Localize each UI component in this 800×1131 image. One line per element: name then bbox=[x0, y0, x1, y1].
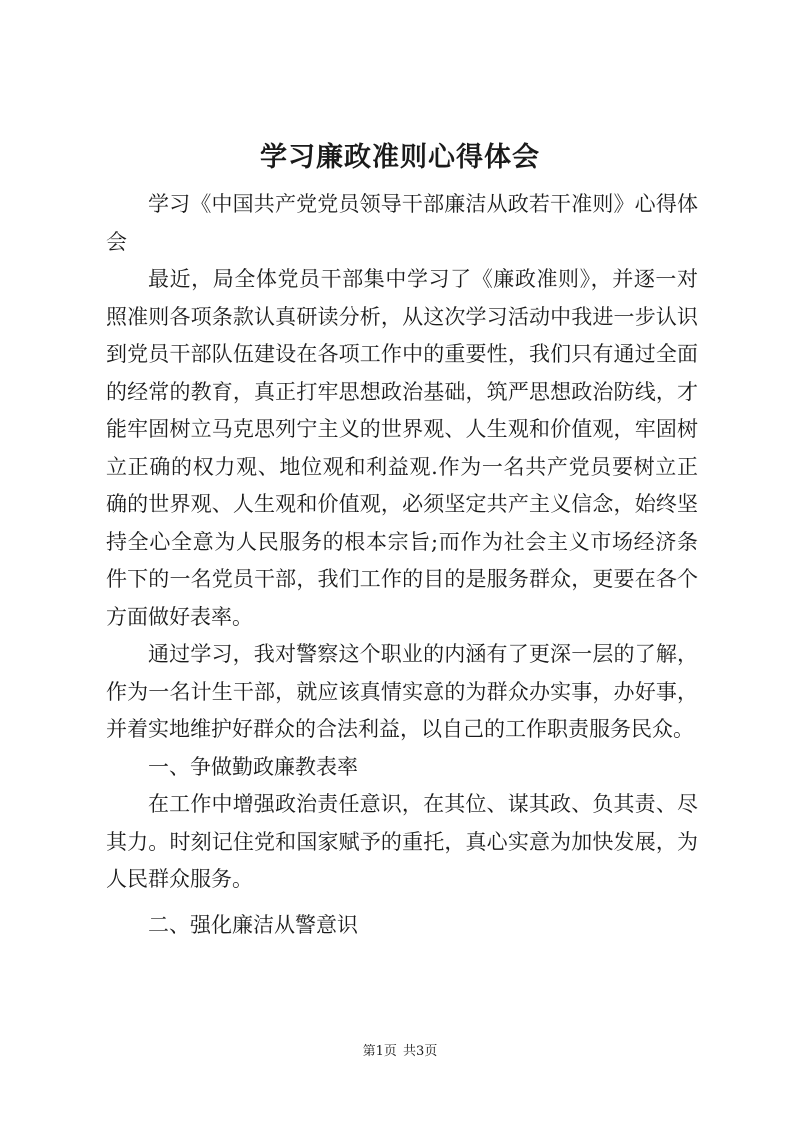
document-body bbox=[106, 186, 698, 944]
paragraph-intro: 最近，局全体党员干部集中学习了《廉政准则》，并逐一对照准则各项条款认真研读分析，从这次学习活动中我进一步认识到党员干部队伍建设在各项工作中的重要性，我们只有通过全面的经常的教育，真正打牢思想政治基础，筑严思想政治防线，才能牢固树立马克思列宁主义的世界观、人生观和价值观，牢固树立正确的权力观、地位观和利益观.作为一名共产党员要树立正确的世界观、人生观和价值观，必须坚定共产主义信念，始终坚持全心全意为人民服务的根本宗旨;而作为社会主义市场经济条件下的一名党员干部，我们工作的目的是服务群众，更要在各个方面做好表率。 bbox=[106, 267, 698, 629]
page-footer: 第1页 共3页 bbox=[362, 1044, 438, 1059]
section-heading-1: 一、争做勤政廉教表率 bbox=[148, 754, 358, 779]
paragraph-subtitle: 学习《中国共产党党员领导干部廉洁从政若干准则》心得体会 bbox=[106, 192, 698, 254]
paragraph-learning: 通过学习，我对警察这个职业的内涵有了更深一层的了解，作为一名计生干部，就应该真情实意的为群众办实事，办好事，并着实地维护好群众的合法利益，以自己的工作职责服务民众。 bbox=[106, 642, 698, 741]
document-title: 学习廉政准则心得体会 bbox=[260, 142, 540, 173]
section-heading-2: 二、强化廉洁从警意识 bbox=[148, 912, 358, 937]
paragraph-section-1: 在工作中增强政治责任意识，在其位、谋其政、负其责、尽其力。时刻记住党和国家赋予的重托，真心实意为加快发展，为人民群众服务。 bbox=[106, 792, 698, 891]
